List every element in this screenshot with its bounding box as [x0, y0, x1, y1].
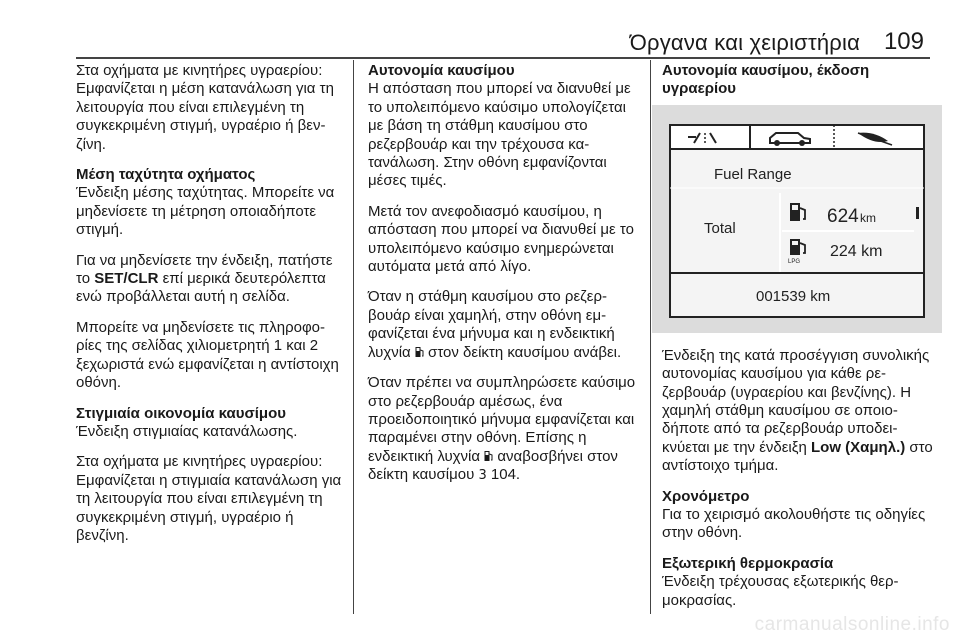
fuel-pump-icon — [484, 450, 493, 462]
column-divider-2 — [650, 60, 651, 614]
section-heading: Εξωτερική θερμοκρασία — [662, 554, 834, 572]
intro-paragraph: Στα οχήματα με κινητήρες υγραερίου: Εμφανίζεται η μέση κατανάλωση για τη λειτουργία που είναι επιλεγμένη τη συγκεκριμένη στιγμή, υγραέριο ή βενζίνη. — [76, 62, 334, 153]
column-1 — [76, 62, 344, 557]
paragraph: Μετά τον ανεφοδιασμό καυσίμου, η απόσταση που μπορεί να διανυθεί με το υπολειπόμενο καύσιμο ενημερώνεται αυτόματα μετά από λίγο. — [368, 202, 634, 276]
total-label: Total — [704, 219, 736, 237]
section-stopwatch — [662, 488, 934, 543]
text: Για να μηδενίσετε την ένδειξη, πατήστε το — [76, 251, 333, 288]
odometer-value: 001539 km — [756, 287, 831, 305]
text: Όταν η στάθμη καυσίμου στο ρεζερβουάρ είναι χαμηλή, στην οθόνη εμφανίζεται ένα μήνυμα και η ενδεικτική λυχνία — [368, 288, 615, 361]
page-number: 109 — [883, 28, 924, 55]
header-divider — [76, 57, 930, 59]
paragraph — [368, 374, 640, 485]
page-reference-arrow-icon: 3 — [478, 468, 487, 484]
page-header — [0, 0, 960, 58]
scroll-indicator — [916, 207, 919, 219]
text: επί μερικά δευτερόλεπτα ενώ προβάλλεται αυτή η σελίδα. — [76, 270, 326, 306]
column-2 — [368, 62, 640, 498]
text: Όταν πρέπει να συμπληρώσετε καύσιμο στο ρεζερβουάρ αμέσως, ένα προειδοποιητικό μήνυμα εμφανίζεται και παραμένει στην οθόνη. Επίσης η ενδεικτική λυχνία — [368, 374, 636, 465]
paragraph — [368, 288, 640, 362]
paragraph: Για το χειρισμό ακολουθήστε τις οδηγίες στην οθόνη. — [662, 506, 926, 542]
petrol-range-unit: km — [860, 210, 876, 225]
section-heading: Χρονόμετρο — [662, 487, 750, 505]
fuel-range-display-figure — [652, 105, 942, 333]
low-indicator-label: Low (Χαμηλ.) — [811, 438, 906, 456]
column-divider-1 — [353, 60, 354, 614]
screen-title: Fuel Range — [714, 165, 792, 183]
page-title: Όργανα και χειριστήρια — [629, 30, 860, 55]
section-instant-economy — [76, 405, 344, 546]
paragraph: Η απόσταση που μπορεί να διανυθεί με το υπολειπόμενο καύσιμο υπολογίζεται με βάση τη στάθμη καυσίμου στο ρεζερβουάρ και την τρέχουσα κατανάλωση. Στην οθόνη εμφανίζονται μέσες τιμές. — [368, 80, 631, 190]
page-reference-link[interactable]: 104. — [486, 466, 521, 484]
section-heading: Αυτονομία καυσίμου — [368, 62, 515, 79]
lpg-icon-label: LPG — [788, 258, 801, 265]
section-heading: Στιγμιαία οικονομία καυσίμου — [76, 404, 286, 422]
section-average-speed — [76, 166, 344, 392]
paragraph: Στα οχήματα με κινητήρες υγραερίου: Εμφανίζεται η στιγμιαία κατανάλωση για τη λειτουργία που είναι επιλεγμένη τη συγκεκριμένη στιγμή, υγραέριο ή βενζίνη. — [76, 453, 342, 544]
lpg-range-value: 224 km — [830, 242, 883, 260]
section-heading: Μέση ταχύτητα οχήματος — [76, 166, 256, 184]
section-outside-temperature — [662, 555, 934, 610]
paragraph: Μπορείτε να μηδενίσετε τις πληροφορίες της σελίδας χιλιομετρητή 1 και 2 ξεχωριστά ενώ εμφανίζεται η αντίστοιχη οθόνη. — [76, 318, 339, 392]
section-heading: Αυτονομία καυσίμου, έκδοση υγραερίου — [662, 62, 870, 98]
paragraph — [76, 252, 344, 307]
paragraph: Ένδειξη μέσης ταχύτητας. Μπορείτε να μηδενίσετε τη μέτρηση οποιαδήποτε στιγμή. — [76, 184, 335, 239]
figure-caption — [662, 347, 934, 476]
text: αναβοσβήνει στον δείκτη καυσίμου — [368, 447, 618, 484]
paragraph: Ένδειξη στιγμιαίας κατανάλωσης. — [76, 422, 298, 440]
petrol-range-value: 624 — [827, 205, 859, 227]
fuel-pump-icon — [415, 346, 424, 358]
text: Ένδειξη της κατά προσέγγιση συνολικής αυτονομίας καυσίμου για κάθε ρεζερβουάρ (υγραερίου και βενζίνης). Η χαμηλή στάθμη καυσίμου σε οποιοδήποτε από τα ρεζερβουάρ υποδεικνύεται με την ένδειξη — [662, 346, 930, 456]
column-3 — [662, 62, 934, 622]
watermark: carmanualsonline.info — [754, 614, 950, 635]
text: στον δείκτη καυσίμου ανάβει. — [423, 343, 622, 361]
paragraph: Ένδειξη τρέχουσας εξωτερικής θερμοκρασίας. — [662, 573, 899, 609]
set-clr-button-label: SET/CLR — [94, 270, 159, 288]
text: στο αντίστοιχο τμήμα. — [662, 438, 933, 475]
display-illustration — [652, 105, 942, 333]
